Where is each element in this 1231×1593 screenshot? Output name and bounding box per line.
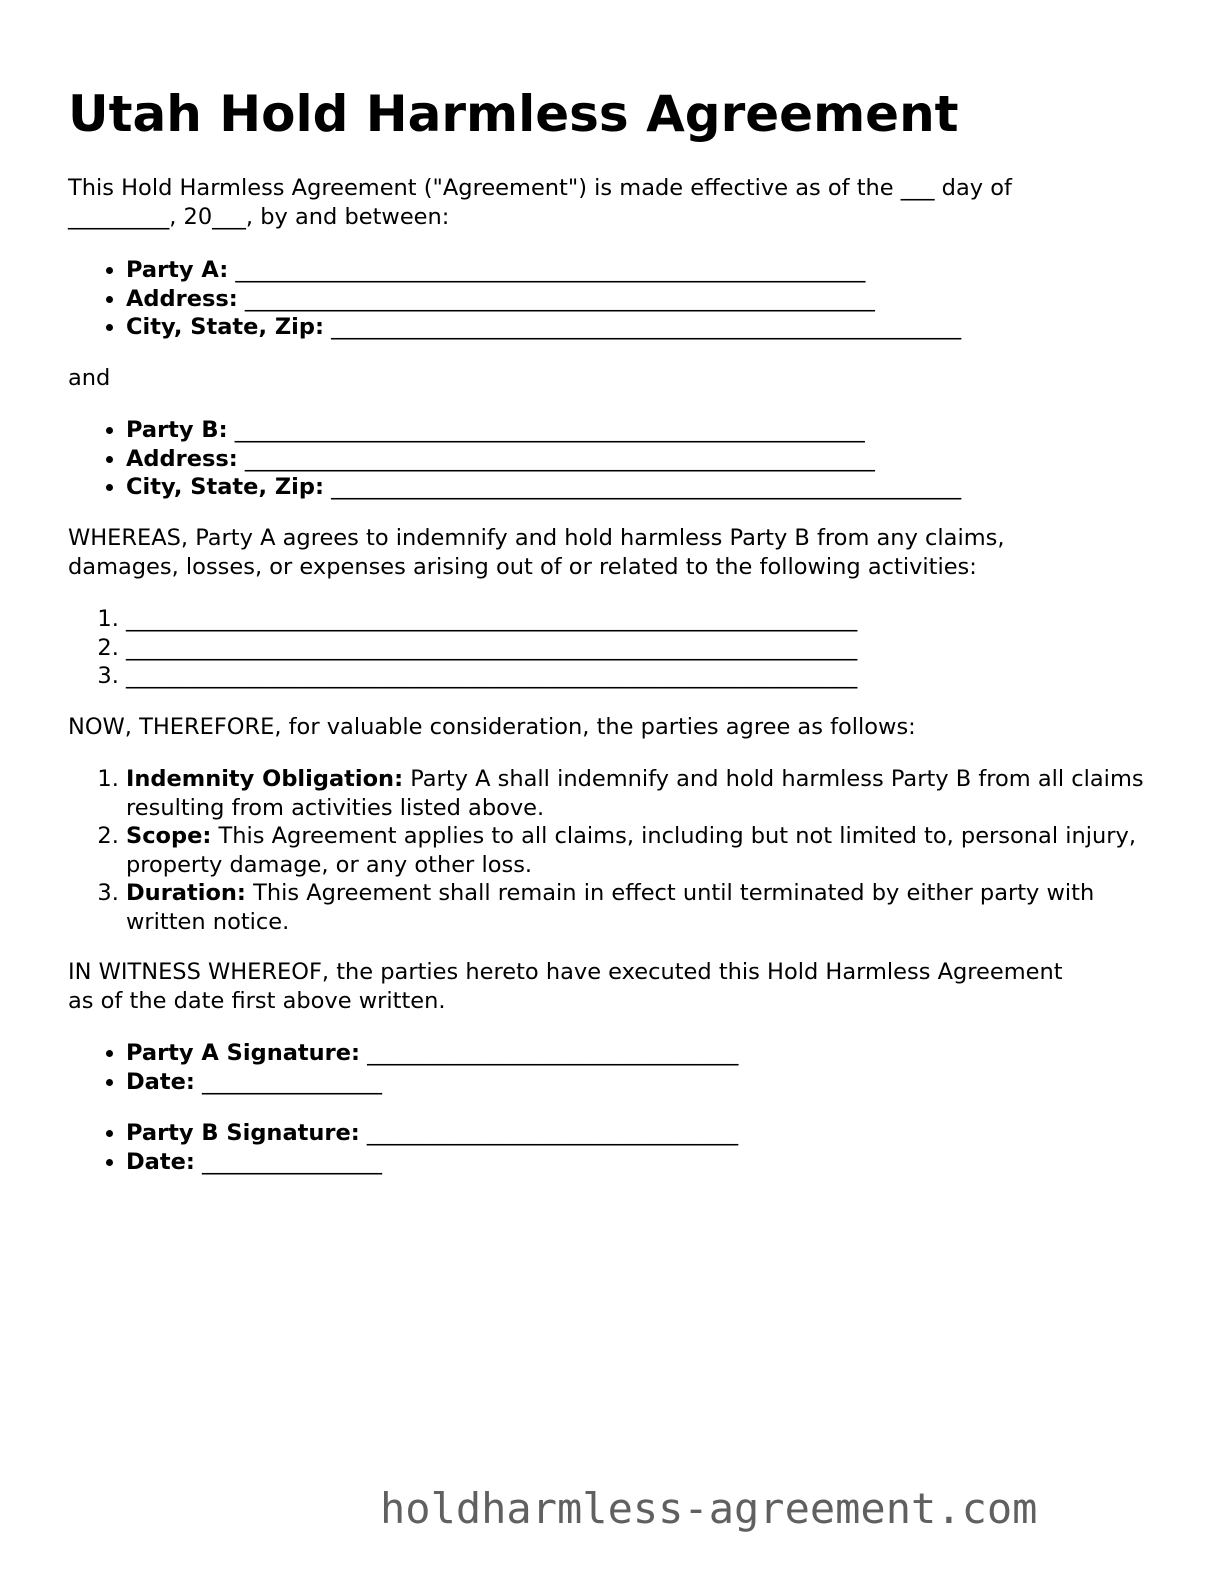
now-therefore-text: NOW, THEREFORE, for valuable consideration, the parties agree as follows: [68, 714, 916, 740]
website-watermark: holdharmless-agreement.com [380, 1484, 1038, 1533]
term-scope [126, 822, 1146, 879]
signature-a-section [68, 1039, 738, 1096]
witness-paragraph [68, 958, 1063, 1015]
party-b-name-field[interactable] [126, 416, 961, 445]
term-label: Scope: [126, 823, 212, 849]
field-blank: ________________________________________________________ [228, 257, 866, 283]
term-label: Duration: [126, 880, 246, 906]
party-b-date-field[interactable] [126, 1148, 738, 1177]
party-a-date-field[interactable] [126, 1068, 738, 1097]
field-label: Party B: [126, 417, 228, 443]
witness-line-1: IN WITNESS WHEREOF, the parties hereto have executed this Hold Harmless Agreement [68, 959, 1063, 985]
and-text: and [68, 365, 111, 391]
field-blank: ________________________________________________________ [323, 314, 962, 340]
field-label: City, State, Zip: [126, 314, 324, 340]
field-label: Date: [126, 1068, 195, 1095]
intro-line-2: _________, 20___, by and between: [68, 203, 450, 230]
party-a-city-field[interactable] [126, 313, 961, 342]
activity-field-3[interactable]: 3. _________________________________________________________________ [126, 662, 857, 691]
party-a-signature-field[interactable] [126, 1039, 738, 1068]
activity-field-1[interactable]: 1. _________________________________________________________________ [126, 605, 857, 634]
field-blank: ________________ [194, 1068, 383, 1095]
signature-a-list [68, 1039, 738, 1096]
term-duration [126, 879, 1146, 936]
party-b-section [68, 416, 961, 502]
field-label: City, State, Zip: [126, 474, 324, 500]
field-label: Party B Signature: [126, 1120, 360, 1146]
intro-paragraph [68, 174, 1012, 231]
field-label: Address: [126, 285, 238, 312]
term-text: This Agreement applies to all claims, including but not limited to, personal injury, property damage, or any other loss. [126, 823, 1136, 878]
signature-b-section [68, 1119, 738, 1176]
field-label: Party A: [126, 257, 229, 283]
party-a-address-field[interactable] [126, 285, 961, 314]
field-label: Date: [126, 1148, 195, 1175]
field-label: Party A Signature: [126, 1040, 361, 1066]
party-a-list [68, 256, 961, 342]
field-blank: _________________________________ [360, 1040, 739, 1066]
whereas-paragraph [68, 524, 1005, 581]
whereas-line-1: WHEREAS, Party A agrees to indemnify and hold harmless Party B from any claims, [68, 525, 1005, 551]
party-b-signature-field[interactable] [126, 1119, 738, 1148]
field-blank: _________________________________ [359, 1120, 739, 1146]
term-text: This Agreement shall remain in effect until terminated by either party with written notice. [126, 880, 1095, 935]
party-a-name-field[interactable] [126, 256, 961, 285]
field-blank: ________________________________________________________ [227, 417, 865, 443]
and-section [68, 364, 110, 393]
field-blank: ________________ [194, 1148, 383, 1175]
document-title: Utah Hold Harmless Agreement [68, 85, 959, 143]
activities-list [68, 605, 857, 691]
activities-section [68, 605, 857, 691]
field-label: Address: [126, 445, 238, 472]
field-blank: ________________________________________________________ [237, 445, 875, 472]
now-therefore-section [68, 713, 916, 742]
terms-section [68, 765, 1146, 936]
activity-field-2[interactable]: 2. _________________________________________________________________ [126, 634, 857, 663]
party-b-list [68, 416, 961, 502]
term-indemnity [126, 765, 1146, 822]
witness-line-2: as of the date first above written. [68, 987, 446, 1014]
party-b-address-field[interactable] [126, 445, 961, 474]
signature-b-list [68, 1119, 738, 1176]
terms-list [68, 765, 1146, 936]
whereas-line-2: damages, losses, or expenses arising out of or related to the following activities: [68, 553, 977, 580]
field-blank: ________________________________________________________ [323, 474, 962, 500]
field-blank: ________________________________________________________ [237, 285, 875, 312]
party-b-city-field[interactable] [126, 473, 961, 502]
term-label: Indemnity Obligation: [126, 766, 404, 792]
party-a-section [68, 256, 961, 342]
intro-line-1: This Hold Harmless Agreement ("Agreement") is made effective as of the ___ day of [68, 175, 1012, 201]
term-text: Party A shall indemnify and hold harmless Party B from all claims resulting from activities listed above. [126, 766, 1144, 821]
